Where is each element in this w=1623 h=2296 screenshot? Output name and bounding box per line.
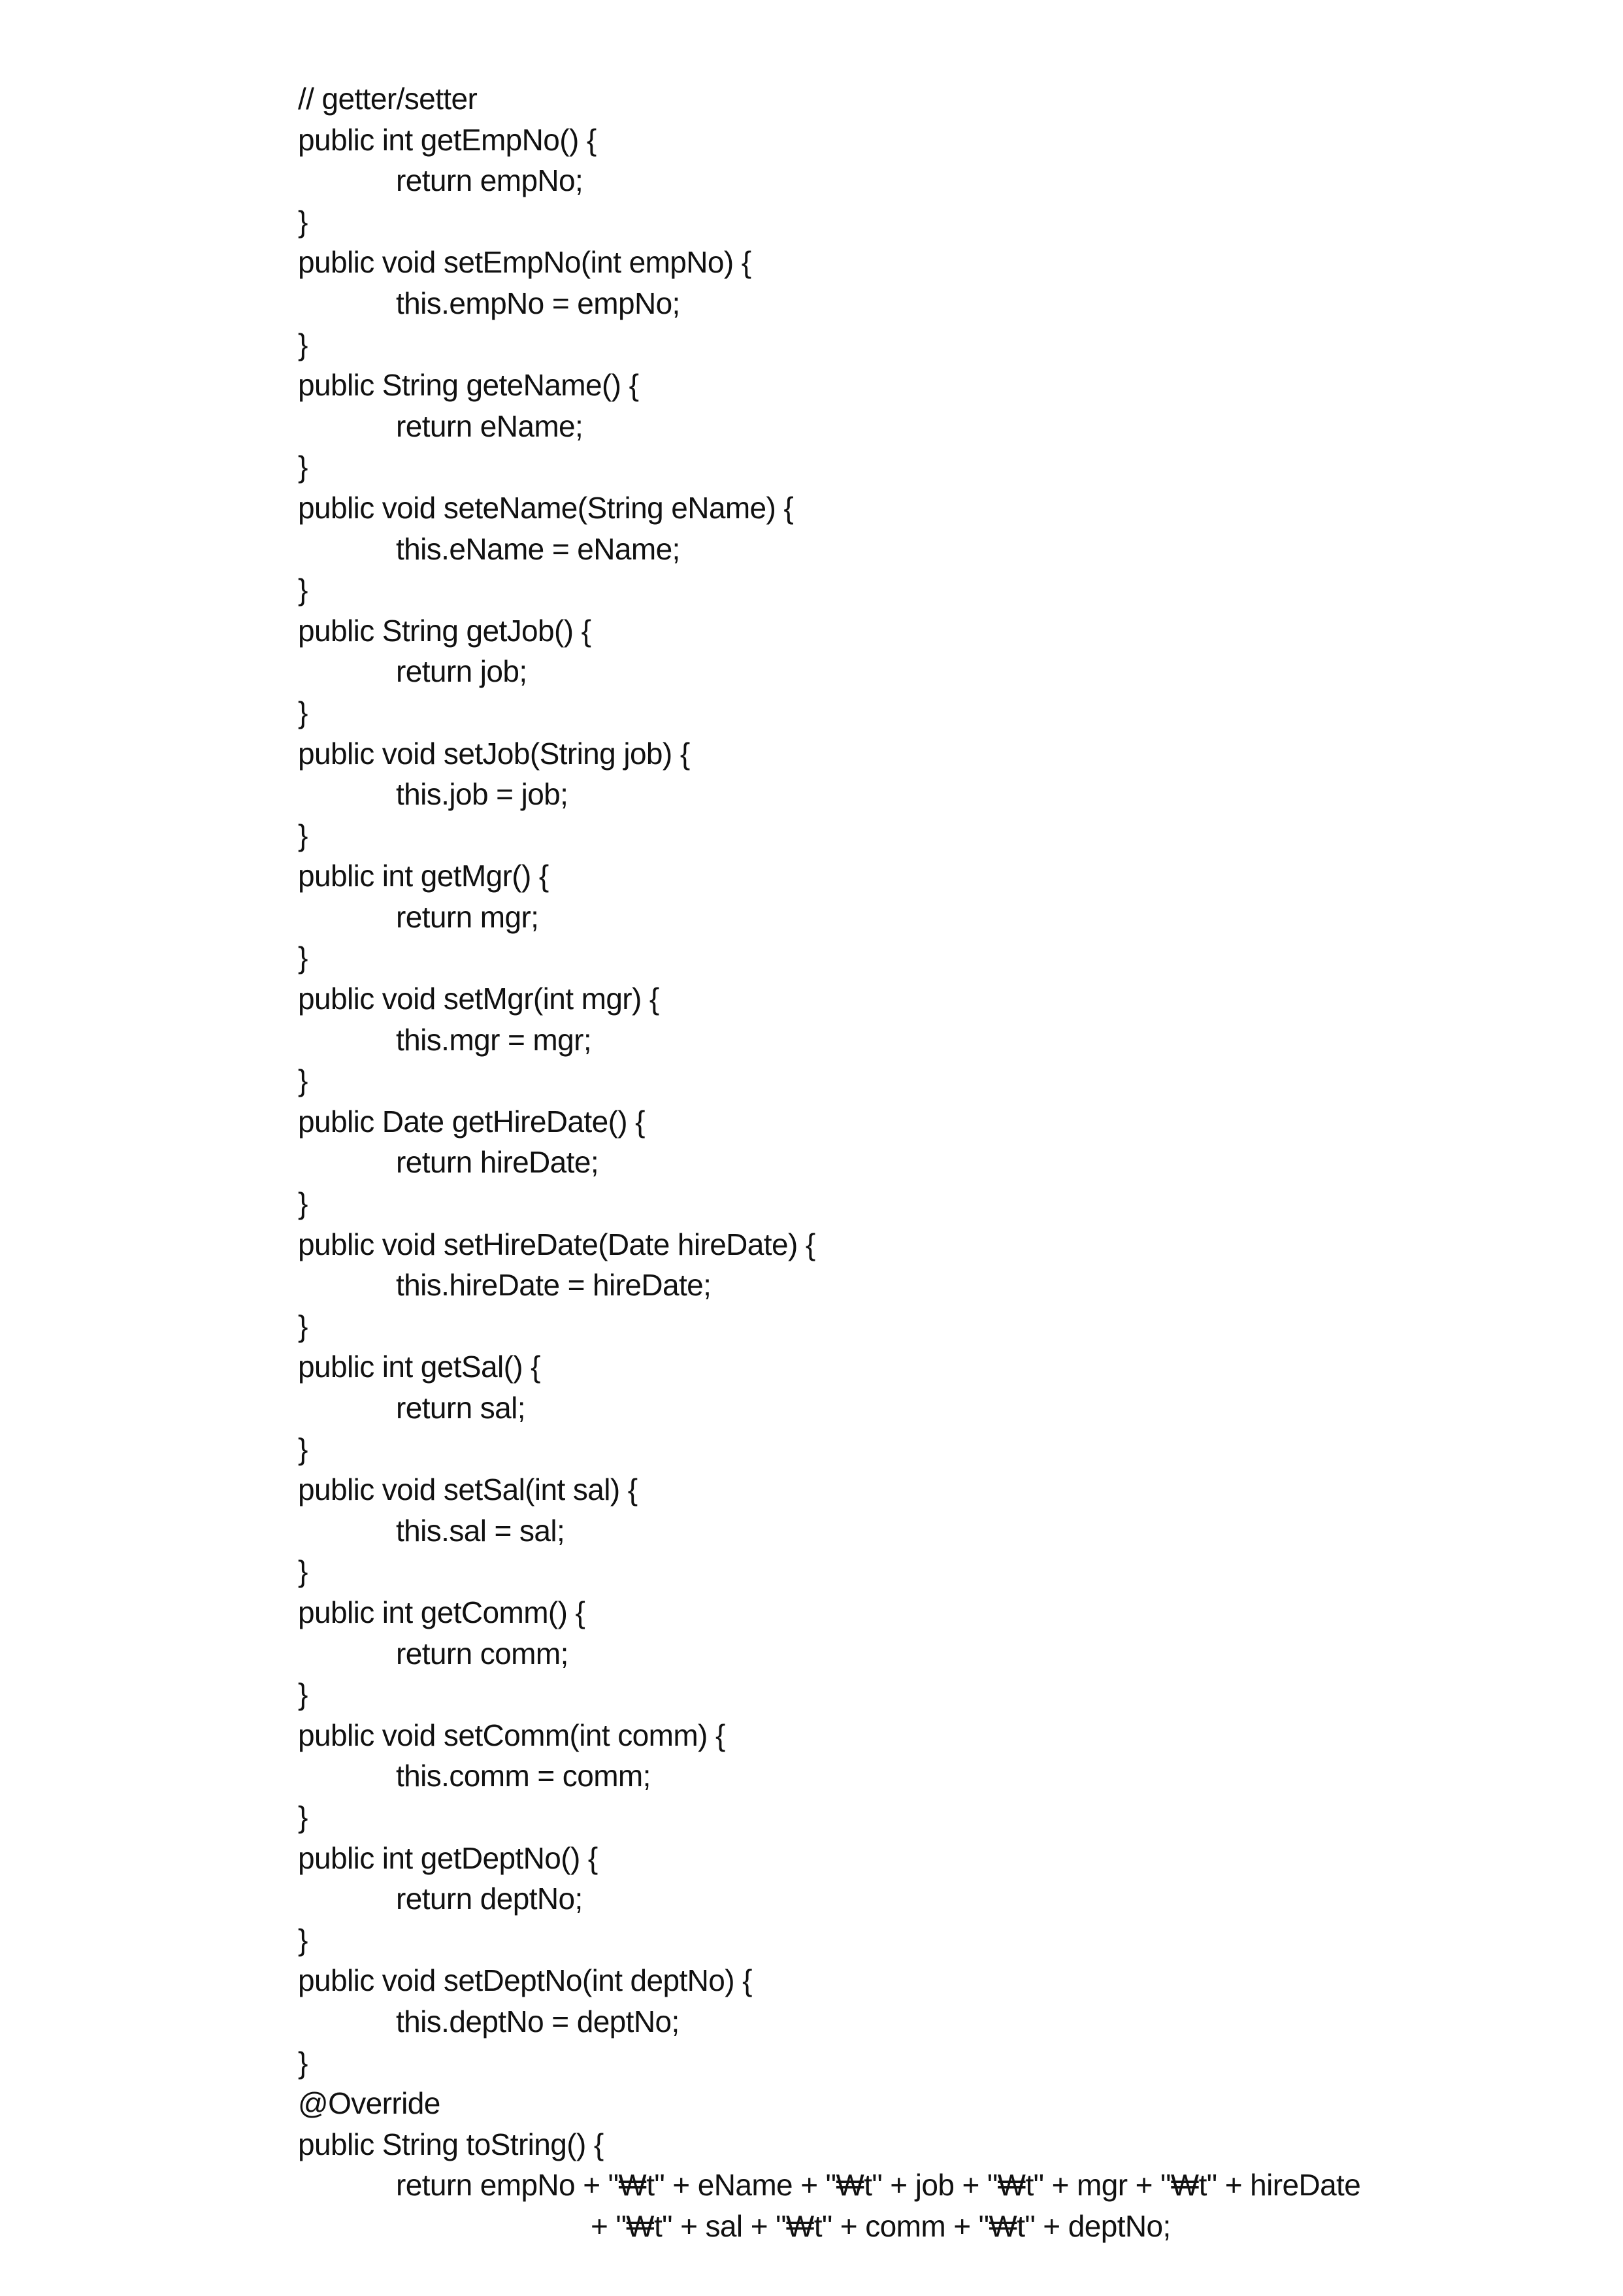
code-line: public int getSal() { (298, 1350, 540, 1384)
code-line: this.sal = sal; (396, 1513, 565, 1548)
code-line: } (298, 940, 308, 975)
code-line: return empNo + "₩t" + eName + "₩t" + job + "₩t" + mgr + "₩t" + hireDate (396, 2168, 1361, 2203)
code-line: } (298, 450, 308, 484)
code-line: public int getEmpNo() { (298, 122, 597, 157)
code-line: return job; (396, 654, 527, 689)
code-line: this.comm = comm; (396, 1759, 651, 1793)
code-line: this.hireDate = hireDate; (396, 1268, 712, 1303)
code-line: return eName; (396, 408, 583, 443)
code-line: public void setHireDate(Date hireDate) { (298, 1227, 815, 1261)
code-block (298, 78, 1360, 2246)
code-line: return sal; (396, 1391, 525, 1425)
code-line: public void setDeptNo(int deptNo) { (298, 1963, 752, 1998)
annotation-line: @Override (298, 2086, 440, 2121)
code-line: public String geteName() { (298, 368, 639, 403)
code-line: } (298, 1554, 308, 1589)
code-line: } (298, 1308, 308, 1343)
code-line: this.job = job; (396, 777, 568, 812)
code-line: this.mgr = mgr; (396, 1022, 592, 1057)
code-line: public int getDeptNo() { (298, 1840, 598, 1875)
code-line: } (298, 695, 308, 729)
code-line: } (298, 1431, 308, 1466)
code-line: } (298, 1799, 308, 1834)
code-line: this.empNo = empNo; (396, 286, 680, 320)
code-line: } (298, 2045, 308, 2080)
code-line: } (298, 327, 308, 361)
code-line: } (298, 1063, 308, 1098)
code-line: return hireDate; (396, 1145, 598, 1180)
code-line: public int getMgr() { (298, 859, 549, 893)
code-line: public void setJob(String job) { (298, 736, 690, 771)
code-line: + "₩t" + sal + "₩t" + comm + "₩t" + deptNo; (591, 2208, 1171, 2243)
code-line: this.deptNo = deptNo; (396, 2004, 680, 2038)
code-line: return comm; (396, 1636, 568, 1671)
code-line: public void setEmpNo(int empNo) { (298, 245, 751, 280)
code-line: } (298, 573, 308, 607)
code-line: public String getJob() { (298, 613, 591, 648)
code-line: public Date getHireDate() { (298, 1104, 645, 1139)
code-line: public void setMgr(int mgr) { (298, 982, 659, 1016)
code-line: return mgr; (396, 899, 539, 934)
code-line: return deptNo; (396, 1882, 583, 1916)
code-line: } (298, 1677, 308, 1712)
code-line: } (298, 1922, 308, 1957)
code-line: } (298, 204, 308, 239)
code-line: public void setComm(int comm) { (298, 1718, 725, 1752)
code-line: public int getComm() { (298, 1595, 585, 1629)
code-line: return empNo; (396, 163, 583, 198)
code-line: public void seteName(String eName) { (298, 490, 794, 525)
comment-line: // getter/setter (298, 82, 478, 116)
code-line: } (298, 1186, 308, 1221)
code-line: public String toString() { (298, 2127, 604, 2161)
code-line: this.eName = eName; (396, 531, 680, 566)
code-line: } (298, 818, 308, 852)
code-line: public void setSal(int sal) { (298, 1472, 638, 1507)
